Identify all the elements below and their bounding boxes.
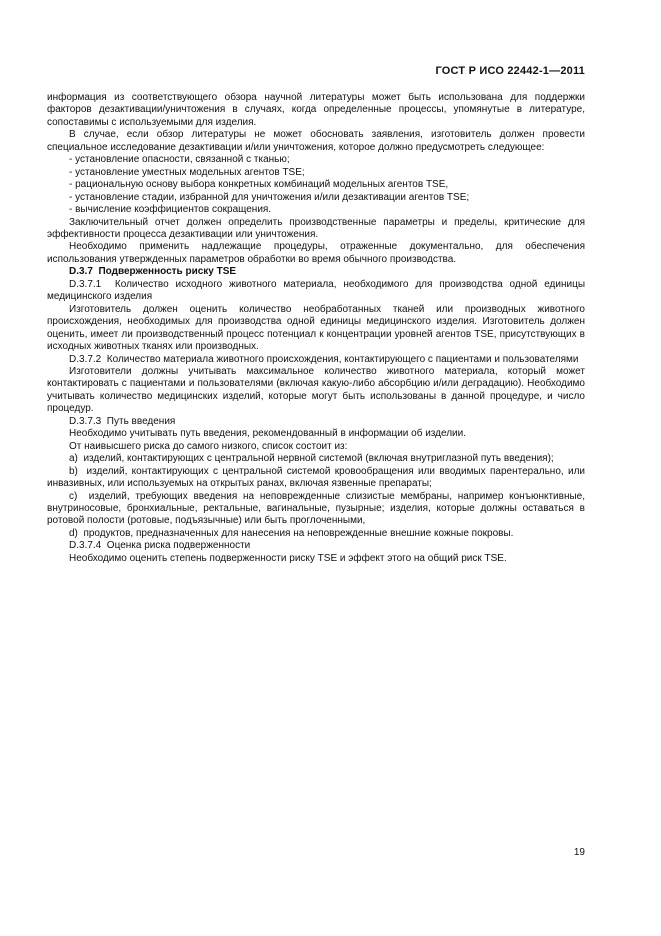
document-body bbox=[47, 92, 585, 565]
lettered-list-item-b: b) изделий, контактирующих с центральной системой кровообращения или вводимых парентерально, или инвазивных, или используемых на открытых ранах, включая язвенные препараты; bbox=[47, 465, 585, 490]
section-heading-d-3-7: D.3.7 Подверженность риску TSE bbox=[69, 266, 237, 278]
page-number: 19 bbox=[573, 847, 585, 858]
paragraph: информация из соответствующего обзора научной литературы может быть использована для поддержки факторов дезактивации/уничтожения в случаях, когда определенные процессы, упомянутые в литературе, сопоставимы с используемыми для изделия. bbox=[47, 92, 585, 128]
paragraph: Необходимо учитывать путь введения, рекомендованный в информации об изделии. bbox=[69, 428, 467, 440]
lettered-list-item-c: c) изделий, требующих введения на неповрежденные слизистые мембраны, например конъюнктивные, внутриносовые, бронхиальные, ректальные, вагинальные, пузырные; изделия, которые должны оставаться в ротовой полости (ротовые, подъязычные) или быть проглоченными, bbox=[47, 490, 585, 527]
dash-list-item: - установление уместных модельных агентов TSE; bbox=[69, 166, 305, 178]
paragraph: От наивысшего риска до самого низкого, список состоит из: bbox=[69, 440, 348, 452]
paragraph: Необходимо применить надлежащие процедуры, отраженные документально, для обеспечения использования утвержденных параметров обработки во время обычного производства. bbox=[47, 241, 585, 265]
dash-list-item: - вычисление коэффициентов сокращения. bbox=[69, 204, 272, 216]
paragraph: Изготовители должны учитывать максимальное количество животного материала, который может контактировать с пациентами и пользователями (включая какую-либо абсорбцию и/или деградацию). Необходимо учитывать количество медицинских изделий, которые могут быть использованы в данной процедуре, и число процедур. bbox=[47, 365, 585, 415]
lettered-list-item-a: a) изделий, контактирующих с центральной нервной системой (включая внутриглазной путь введения); bbox=[69, 453, 554, 465]
paragraph: Изготовитель должен оценить количество необработанных тканей или производных животного происхождения, необходимых для производства одной единицы медицинского изделия. Изготовитель должен оценить, имеет ли производственный процесс потенциал к концентрации уровней агентов TSE, присутствующих в исходных животных тканях или производных. bbox=[47, 303, 585, 353]
dash-list-item: - установление стадии, избранной для уничтожения и/или дезактивации агентов TSE; bbox=[69, 191, 470, 203]
document-header-standard-number: ГОСТ Р ИСО 22442-1—2011 bbox=[435, 65, 585, 77]
subsection-heading-d-3-7-2: D.3.7.2 Количество материала животного происхождения, контактирующего с пациентами и пользователями bbox=[69, 353, 579, 365]
dash-list-item: - рациональную основу выбора конкретных комбинаций модельных агентов TSE, bbox=[69, 179, 449, 191]
subsection-heading-d-3-7-1: D.3.7.1 Количество исходного животного материала, необходимого для производства одной единицы медицинского изделия bbox=[47, 278, 585, 303]
subsection-heading-d-3-7-4: D.3.7.4 Оценка риска подверженности bbox=[69, 540, 251, 552]
paragraph: Заключительный отчет должен определить производственные параметры и пределы, критические для эффективности процесса дезактивации или уничтожения. bbox=[47, 216, 585, 240]
paragraph: В случае, если обзор литературы не может обосновать заявления, изготовитель должен провести специальное исследование дезактивации и/или уничтожения, которое должно предусмотреть следующее: bbox=[47, 129, 585, 153]
dash-list-item: - установление опасности, связанной с тканью; bbox=[69, 154, 290, 166]
paragraph: Необходимо оценить степень подверженности риску TSE и эффект этого на общий риск TSE. bbox=[69, 552, 507, 564]
subsection-heading-d-3-7-3: D.3.7.3 Путь введения bbox=[69, 415, 176, 427]
lettered-list-item-d: d) продуктов, предназначенных для нанесения на неповрежденные внешние кожные покровы. bbox=[69, 527, 514, 539]
